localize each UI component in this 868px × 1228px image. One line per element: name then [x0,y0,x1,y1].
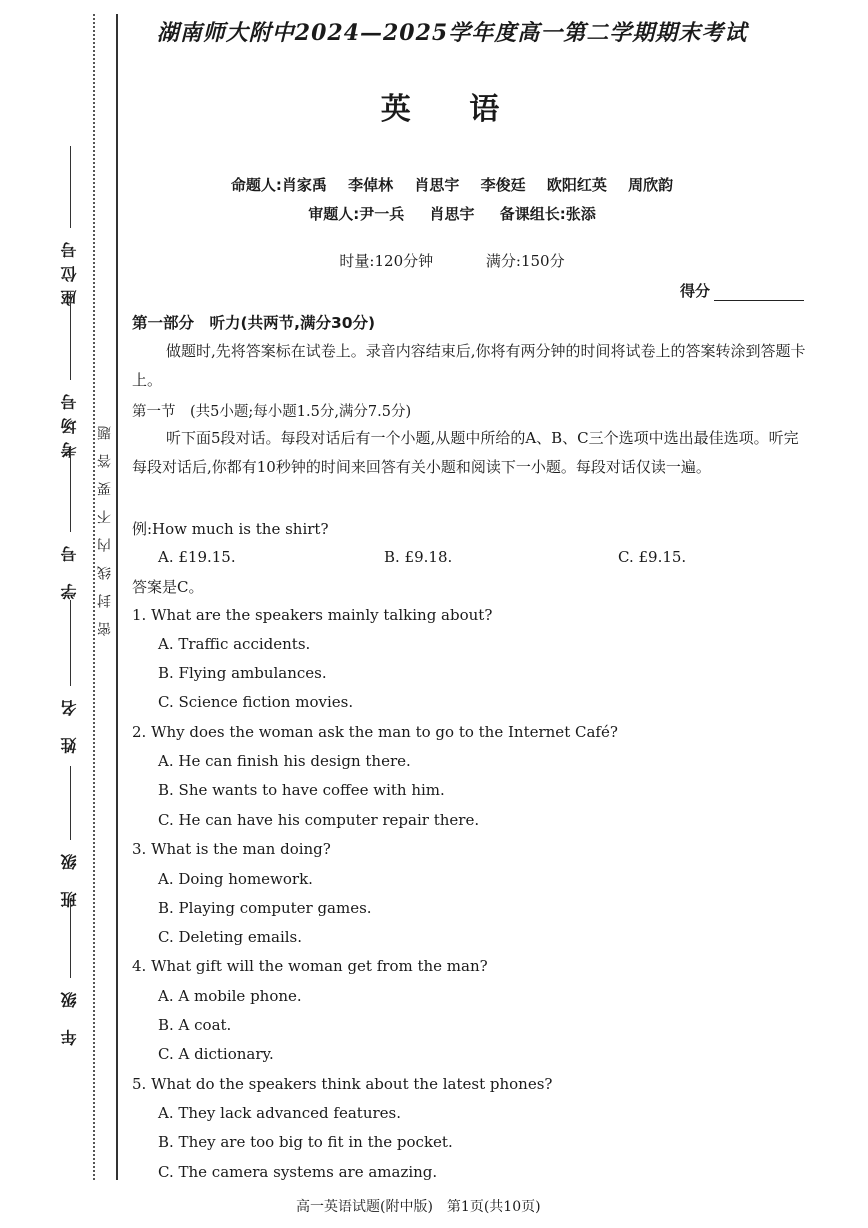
q4-option-c[interactable]: C. A dictionary. [158,1045,274,1063]
example-answer: 答案是C。 [132,578,204,596]
seat-number-line [70,146,71,228]
class-line [70,766,71,840]
score-blank[interactable] [714,286,804,301]
q3-option-b[interactable]: B. Playing computer games. [158,899,372,917]
question-4: 4. What gift will the woman get from the man? [132,957,488,975]
section1-heading: 第一节 (共5小题;每小题1.5分,满分7.5分) [132,404,412,420]
question-5: 5. What do the speakers think about the latest phones? [132,1075,553,1093]
exam-room-label: 考场号 [60,386,79,458]
reviewer-name: 备课组长:张添 [499,205,596,223]
name-line [70,600,71,686]
seat-number-field[interactable] [58,146,82,306]
student-id-line [70,446,71,532]
page-footer: 高一英语试题(附中版) 第1页(共10页) [296,1199,541,1215]
seal-line-notice: 密封线内不要答题 [97,412,113,636]
q3-option-c[interactable]: C. Deleting emails. [158,928,303,946]
q2-option-b[interactable]: B. She wants to have coffee with him. [158,781,445,799]
q2-option-c[interactable]: C. He can have his computer repair there. [158,811,480,829]
question-3: 3. What is the man doing? [132,840,331,858]
seat-number-label: 座位号 [60,234,79,306]
q4-option-b[interactable]: B. A coat. [158,1016,232,1034]
authors-line [132,174,772,195]
q1-option-a[interactable]: A. Traffic accidents. [158,635,311,653]
binding-solid-line [116,14,118,1180]
part1-heading: 第一部分 听力(共两节,满分30分) [132,314,376,332]
author-name: 命题人:肖家禹 [230,176,327,194]
example-question: 例:How much is the shirt? [132,520,329,538]
subject-title: 英 语 [380,92,524,127]
class-field[interactable] [58,766,82,908]
author-name: 肖思宇 [414,176,460,194]
exam-room-field[interactable] [58,292,82,458]
grade-field[interactable] [58,904,82,1046]
q3-option-a[interactable]: A. Doing homework. [158,870,313,888]
q4-option-a[interactable]: A. A mobile phone. [158,987,302,1005]
q5-option-c[interactable]: C. The camera systems are amazing. [158,1163,438,1181]
author-name: 李俊廷 [480,176,526,194]
q5-option-b[interactable]: B. They are too big to fit in the pocket. [158,1133,453,1151]
author-name: 李倬林 [348,176,394,194]
reviewers-line [132,203,772,224]
example-option-a: A. £19.15. [158,548,236,566]
score-label: 得分 [680,282,711,300]
section1-instruction: 听下面5段对话。每段对话后有一个小题,从题中所给的A、B、C三个选项中选出最佳选项。听完每段对话后,你都有10秒钟的时间来回答有关小题和阅读下一小题。每段对话仅读一遍。 [132,429,799,476]
question-2: 2. Why does the woman ask the man to go to the Internet Café? [132,723,618,741]
q5-option-a[interactable]: A. They lack advanced features. [158,1104,401,1122]
exam-title: 湖南师大附中2024—2025学年度高一第二学期期末考试 [156,20,748,46]
timing-line [132,250,772,271]
grade-label: 年 级 [60,984,79,1046]
class-label: 班 级 [60,846,79,908]
student-id-field[interactable] [58,446,82,600]
score-field[interactable] [680,280,810,301]
example-option-c: C. £9.15. [618,548,687,566]
time-limit: 时量:120分钟 [339,252,434,270]
grade-line [70,904,71,978]
full-score: 满分:150分 [485,252,565,270]
student-id-label: 学 号 [60,538,79,600]
example-option-b: B. £9.18. [384,548,453,566]
name-label: 姓 名 [60,692,79,754]
exam-room-line [70,292,71,380]
reviewer-name: 肖思宇 [429,205,475,223]
q2-option-a[interactable]: A. He can finish his design there. [158,752,411,770]
author-name: 欧阳红英 [546,176,607,194]
binding-dotted-line [93,14,95,1180]
q1-option-b[interactable]: B. Flying ambulances. [158,664,327,682]
name-field[interactable] [58,600,82,754]
part1-instruction: 做题时,先将答案标在试卷上。录音内容结束后,你将有两分钟的时间将试卷上的答案转涂到答题卡上。 [132,342,806,389]
q1-option-c[interactable]: C. Science fiction movies. [158,693,354,711]
author-name: 周欣韵 [628,176,674,194]
question-1: 1. What are the speakers mainly talking about? [132,606,493,624]
reviewer-name: 审题人:尹一兵 [308,205,405,223]
